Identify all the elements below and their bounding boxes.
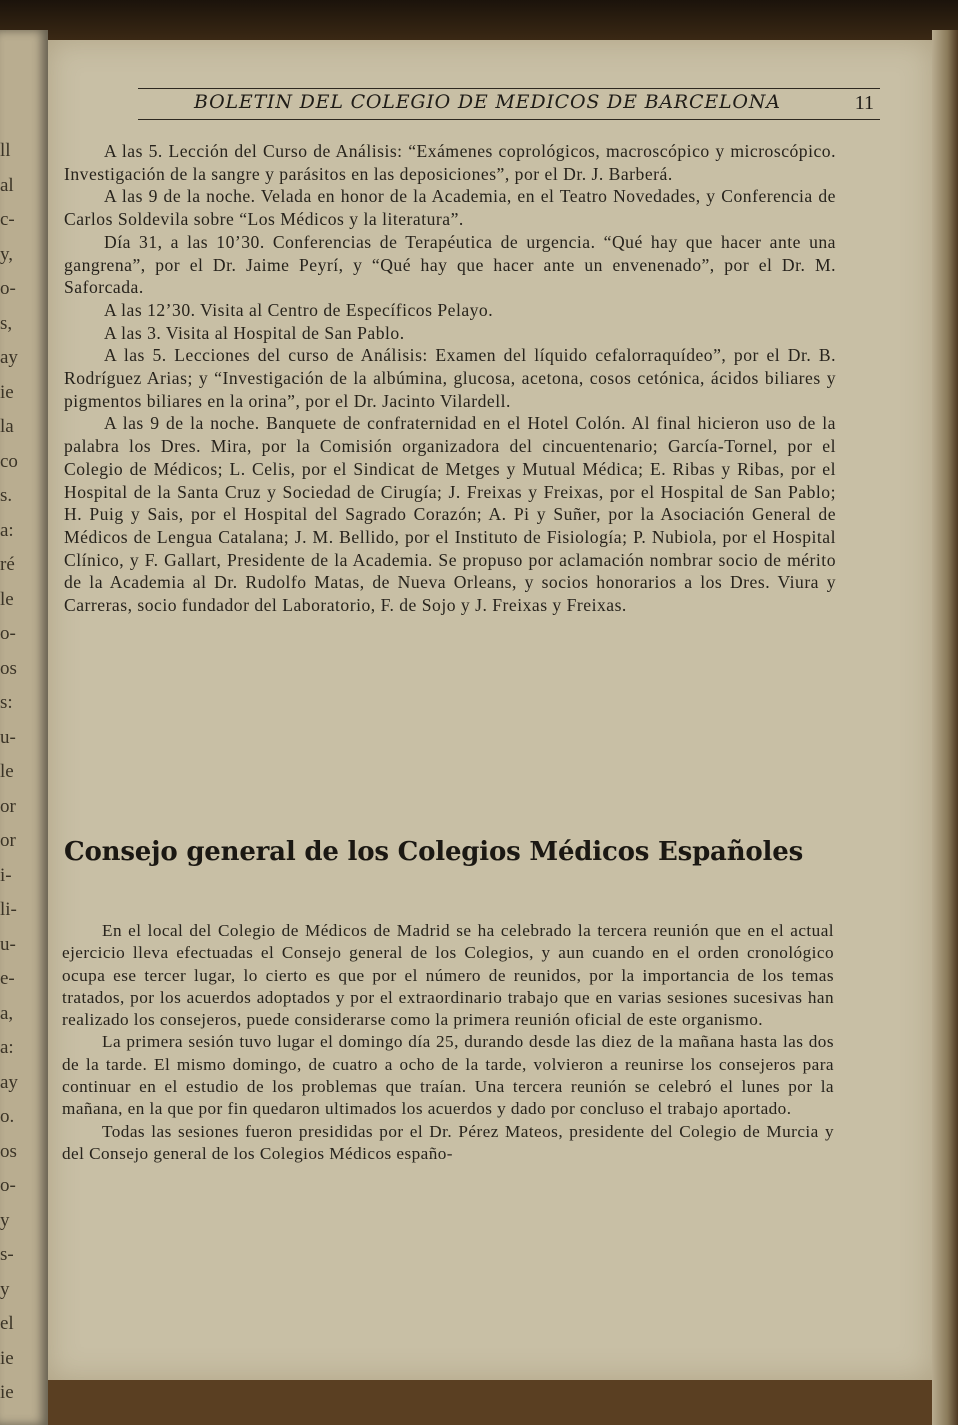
left-margin-fragment: ll bbox=[0, 140, 11, 161]
left-margin-fragment: y bbox=[0, 1209, 10, 1231]
left-margin-fragment: e- bbox=[0, 968, 15, 989]
left-margin-fragment: ay bbox=[0, 1071, 18, 1093]
left-margin-fragment: al bbox=[0, 174, 14, 196]
article-body bbox=[62, 920, 834, 1165]
left-margin-fragment: s- bbox=[0, 1244, 14, 1265]
left-margin-fragment: li- bbox=[0, 899, 17, 920]
left-margin-fragment: y bbox=[0, 1278, 10, 1300]
left-margin-fragment: u- bbox=[0, 933, 16, 955]
left-margin-fragment: o- bbox=[0, 623, 16, 644]
left-margin-fragment: o. bbox=[0, 1106, 15, 1127]
section-heading: Consejo general de los Colegios Médicos Españoles bbox=[64, 837, 804, 867]
left-margin-fragment: el bbox=[0, 1313, 14, 1334]
left-margin-fragment: i- bbox=[0, 864, 12, 886]
journal-title: BOLETIN DEL COLEGIO DE MEDICOS DE BARCELONA bbox=[194, 91, 781, 113]
adjacent-page-edge bbox=[0, 30, 48, 1425]
page-number: 11 bbox=[854, 92, 874, 114]
left-margin-fragment: or bbox=[0, 795, 16, 817]
left-margin-fragment: co bbox=[0, 450, 18, 472]
left-margin-fragment: o- bbox=[0, 1175, 16, 1196]
left-margin-fragment: le bbox=[0, 588, 14, 610]
paragraph: A las 3. Visita al Hospital de San Pablo. bbox=[104, 322, 405, 343]
left-margin-fragment: or bbox=[0, 830, 16, 851]
left-margin-fragment: s, bbox=[0, 312, 13, 334]
running-header bbox=[138, 88, 880, 120]
left-margin-fragment: ay bbox=[0, 347, 18, 368]
paragraph: A las 5. Lección del Curso de Análisis: “Exámenes coprológicos, macroscópico y microscópico. Investigación de la sangre y parásitos en las deposiciones”, por el Dr. J. Barberá. bbox=[64, 141, 836, 184]
event-schedule bbox=[64, 140, 836, 617]
scan-background-top bbox=[0, 0, 958, 40]
paragraph: Día 31, a las 10’30. Conferencias de Terapéutica de urgencia. “Qué hay que hacer ante una gangrena”, por el Dr. Jaime Peyrí, y “Qué hay que hacer ante un envenenado”, por el Dr. M. Saforcada. bbox=[64, 231, 836, 298]
paragraph: A las 12’30. Visita al Centro de Específicos Pelayo. bbox=[104, 299, 494, 320]
left-margin-fragment: y, bbox=[0, 243, 14, 265]
left-margin-fragment: a: bbox=[0, 1037, 14, 1058]
left-margin-fragment: os bbox=[0, 1140, 17, 1162]
left-margin-fragment: ré bbox=[0, 554, 15, 575]
left-margin-fragment: s. bbox=[0, 485, 13, 506]
left-margin-fragment: o- bbox=[0, 278, 16, 299]
paragraph: La primera sesión tuvo lugar el domingo día 25, durando desde las diez de la mañana hasta las dos de la tarde. El mismo domingo, de cuatro a ocho de la tarde, volvieron a reunirse los consejeros para continuar en el estudio de los problemas que traían. Una tercera reunión se celebró el lunes por la mañana, en la que por fin quedaron ultimados los acuerdos y dado por concluso el trabajo aportado. bbox=[62, 1032, 834, 1119]
left-margin-fragment: s: bbox=[0, 692, 13, 713]
paragraph: A las 9 de la noche. Banquete de confraternidad en el Hotel Colón. Al final hicieron uso de la palabra los Dres. Mira, por la Comisión organizadora del cincuentenario; García-Tornel, por el Colegio de Médicos; L. Celis, por el Sindicat de Metges y Mutual Médica; E. Ribas y Ribas, por el Hospital de la Santa Cruz y Sociedad de Cirugía; J. Freixas y Freixas, por el Hospital de San Pablo; H. Puig y Sais, por el Hospital del Sagrado Corazón; A. Pi y Suñer, por la Asociación General de Médicos de Lengua Catalana; J. M. Bellido, por el Instituto de Fisiología; P. Nubiola, por el Hospital Clínico, y F. Gallart, Presidente de la Academia. Se propuso por aclamación nombrar socio de mérito de la Academia al Dr. Rudolfo Matas, de Nueva Orleans, y socios honorarios a los Dres. Viura y Carreras, socio fundador del Laboratorio, F. de Sojo y J. Freixas y Freixas. bbox=[64, 413, 836, 616]
left-margin-fragment: u- bbox=[0, 726, 16, 748]
left-margin-fragment: ie bbox=[0, 1347, 14, 1369]
left-margin-fragment: a: bbox=[0, 519, 14, 541]
paragraph: Todas las sesiones fueron presididas por el Dr. Pérez Mateos, presidente del Colegio de Murcia y del Consejo general de los Colegios Médicos españo- bbox=[62, 1121, 834, 1163]
left-margin-fragment: ie bbox=[0, 381, 14, 403]
paragraph: A las 5. Lecciones del curso de Análisis: Examen del líquido cefalorraquídeo”, por el Dr. B. Rodríguez Arias; y “Investigación de la albúmina, glucosa, acetona, cosos cetónica, ácidos biliares y pigmentos biliares en la orina”, por el Dr. Jacinto Vilardell. bbox=[64, 345, 836, 411]
page-edge-shadow bbox=[932, 30, 958, 1425]
left-margin-fragment: ie bbox=[0, 1382, 14, 1403]
left-margin-fragment: a, bbox=[0, 1002, 14, 1024]
paragraph: En el local del Colegio de Médicos de Madrid se ha celebrado la tercera reunión que en el actual ejercicio lleva efectuadas el Consejo general de los Colegios, y aun cuando en el orden cronológico ocupa ese tercer lugar, lo cierto es que por el número de reunidos, por la importancia de los temas tratados, por los acuerdos adoptados y por el extraordinario trabajo que en varias sesiones sucesivas han realizado los consejeros, puede considerarse como la primera reunión oficial de este organismo. bbox=[62, 921, 834, 1030]
left-margin-fragment: c- bbox=[0, 209, 15, 230]
left-margin-fragment: le bbox=[0, 761, 14, 782]
paragraph: A las 9 de la noche. Velada en honor de la Academia, en el Teatro Novedades, y Conferencia de Carlos Soldevila sobre “Los Médicos y la literatura”. bbox=[64, 186, 836, 230]
left-margin-fragment: os bbox=[0, 657, 17, 679]
left-margin-fragment: la bbox=[0, 416, 14, 437]
document-page bbox=[48, 40, 932, 1380]
